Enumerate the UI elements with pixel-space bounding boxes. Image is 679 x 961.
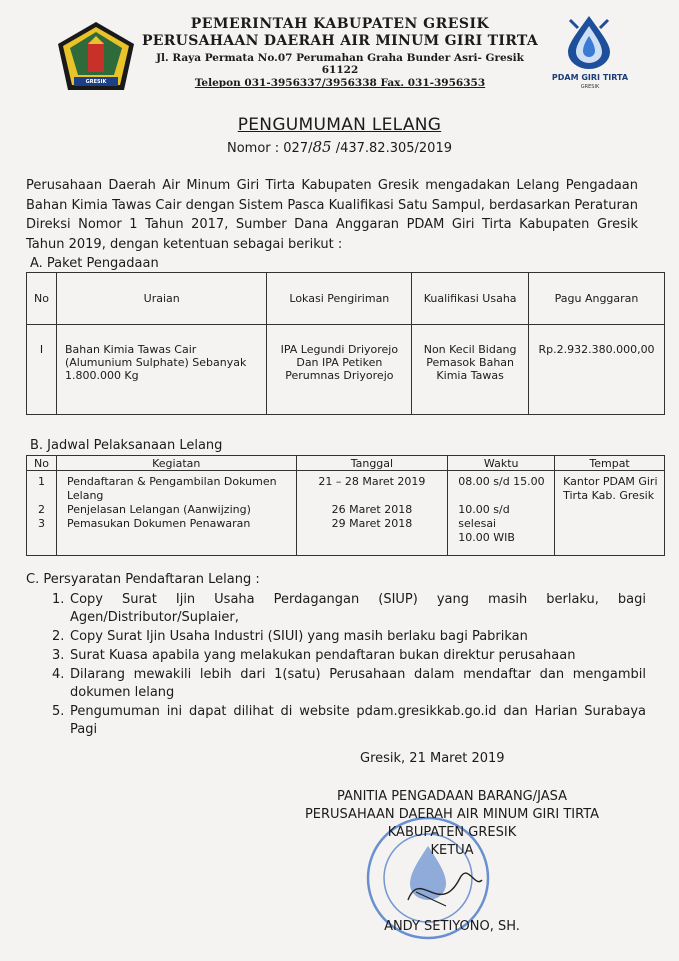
letterhead-phone: Telepon 031-3956337/3956338 Fax. 031-3956353 xyxy=(194,77,486,89)
item-text: Pengumuman ini dapat dilihat di website pdam.gresikkab.go.id dan Harian Surabaya Pagi xyxy=(70,704,646,737)
cell-tanggal xyxy=(296,471,448,556)
item-number: 3. xyxy=(52,648,65,663)
intro-paragraph: Perusahaan Daerah Air Minum Giri Tirta Kabupaten Gresik mengadakan Lelang Pengadaan Bahan Kimia Tawas Cair dengan Sistem Pasca Kualifikasi Satu Sampul, berdasarkan Peraturan Direksi Nomor 1 Tahun 2017, Sumber Dana Anggaran PDAM Giri Tirta Kabupaten Gresik Tahun 2019, dengan ketentuan sebagai berikut : xyxy=(26,178,638,252)
letterhead xyxy=(140,16,540,89)
item-text: Dilarang mewakili lebih dari 1(satu) Perusahaan dalam mendaftar dan mengambil dokumen lelang xyxy=(70,667,646,700)
list-item xyxy=(26,647,646,665)
row-waktu: 10.00 WIB xyxy=(458,531,515,544)
item-text: Surat Kuasa apabila yang melakukan pendaftaran bukan direktur perusahaan xyxy=(70,648,576,663)
row-tanggal: 26 Maret 2018 xyxy=(331,503,413,516)
list-item xyxy=(26,703,646,739)
letterhead-gov: PEMERINTAH KABUPATEN GRESIK xyxy=(190,16,490,32)
pdam-drop-logo xyxy=(556,14,622,70)
cell-lokasi: IPA Legundi Driyorejo Dan IPA Petiken Perumnas Driyorejo xyxy=(267,325,412,415)
nomor-prefix: Nomor : 027/ xyxy=(227,141,313,156)
section-c-heading: C. Persyaratan Pendaftaran Lelang : xyxy=(26,572,260,587)
item-number: 1. xyxy=(52,592,65,607)
emblem-label: GRESIK xyxy=(85,79,107,85)
list-item xyxy=(26,666,646,702)
letterhead-company: PERUSAHAAN DAERAH AIR MINUM GIRI TIRTA xyxy=(141,33,539,49)
table-row xyxy=(27,471,665,556)
document-title: PENGUMUMAN LELANG xyxy=(237,115,442,135)
requirements-list xyxy=(26,591,646,739)
col-header: Waktu xyxy=(448,456,555,471)
col-header: Lokasi Pengiriman xyxy=(267,273,412,325)
document-number xyxy=(0,138,679,156)
nomor-handwritten: 85 xyxy=(312,138,332,156)
item-text: Copy Surat Ijin Usaha Perdagangan (SIUP) yang masih berlaku, bagi Agen/Distributor/Suplaier, xyxy=(70,592,646,625)
letterhead-address: Jl. Raya Permata No.07 Perumahan Graha Bunder Asri- Gresik 61122 xyxy=(156,52,524,76)
signatory-role: KETUA xyxy=(430,843,474,858)
row-no: 1 xyxy=(37,475,45,488)
cell-kualifikasi: Non Kecil Bidang Pemasok Bahan Kimia Tawas xyxy=(412,325,529,415)
row-tanggal: 29 Maret 2018 xyxy=(331,517,413,530)
row-kegiatan: Penjelasan Lelangan (Aanwijzing) xyxy=(66,503,251,516)
item-number: 5. xyxy=(52,704,65,719)
committee-line3: KABUPATEN GRESIK xyxy=(387,825,517,840)
list-item xyxy=(26,628,646,646)
col-header: Tempat xyxy=(555,456,665,471)
row-waktu: 08.00 s/d 15.00 xyxy=(458,475,545,488)
col-header: Kegiatan xyxy=(56,456,296,471)
signatory-name: ANDY SETIYONO, SH. xyxy=(384,919,520,934)
row-no: 2 xyxy=(37,503,45,516)
col-header: No xyxy=(27,273,57,325)
procurement-package-table xyxy=(26,272,665,415)
table-header-row xyxy=(27,456,665,471)
item-text: Copy Surat Ijin Usaha Industri (SIUI) yang masih berlaku bagi Pabrikan xyxy=(70,629,528,644)
cell-tempat xyxy=(555,471,665,556)
cell-uraian: Bahan Kimia Tawas Cair (Alumunium Sulphate) Sebanyak 1.800.000 Kg xyxy=(56,325,267,415)
table-row xyxy=(27,325,665,415)
row-tanggal: 21 – 28 Maret 2019 xyxy=(318,475,426,488)
cell-pagu: Rp.2.932.380.000,00 xyxy=(529,325,665,415)
item-number: 4. xyxy=(52,667,65,682)
col-header: Tanggal xyxy=(296,456,448,471)
section-a-heading: A. Paket Pengadaan xyxy=(30,256,159,271)
committee-line2: PERUSAHAAN DAERAH AIR MINUM GIRI TIRTA xyxy=(304,807,600,822)
pdam-logo-caption: PDAM GIRI TIRTA xyxy=(551,73,629,82)
place-date: Gresik, 21 Maret 2019 xyxy=(360,751,505,766)
col-header: Kualifikasi Usaha xyxy=(412,273,529,325)
nomor-suffix: /437.82.305/2019 xyxy=(331,141,452,156)
cell-no xyxy=(27,471,57,556)
section-b-heading: B. Jadwal Pelaksanaan Lelang xyxy=(30,438,223,453)
cell-kegiatan xyxy=(56,471,296,556)
col-header: Pagu Anggaran xyxy=(529,273,665,325)
col-header: Uraian xyxy=(56,273,267,325)
row-waktu: 10.00 s/d selesai xyxy=(458,503,510,530)
row-no: 3 xyxy=(37,517,45,530)
committee-line1: PANITIA PENGADAAN BARANG/JASA xyxy=(336,789,568,804)
row-tempat: Kantor PDAM Giri Tirta Kab. Gresik xyxy=(563,475,658,502)
col-header: No xyxy=(27,456,57,471)
list-item xyxy=(26,591,646,627)
row-kegiatan: Pendaftaran & Pengambilan Dokumen Lelang xyxy=(66,475,277,502)
row-kegiatan: Pemasukan Dokumen Penawaran xyxy=(66,517,251,530)
requirements-section xyxy=(26,571,646,740)
item-number: 2. xyxy=(52,629,65,644)
pdam-logo-subcaption: GRESIK xyxy=(580,84,600,90)
cell-waktu xyxy=(448,471,555,556)
table-header-row xyxy=(27,273,665,325)
schedule-table xyxy=(26,455,665,556)
cell-no: I xyxy=(27,325,57,415)
